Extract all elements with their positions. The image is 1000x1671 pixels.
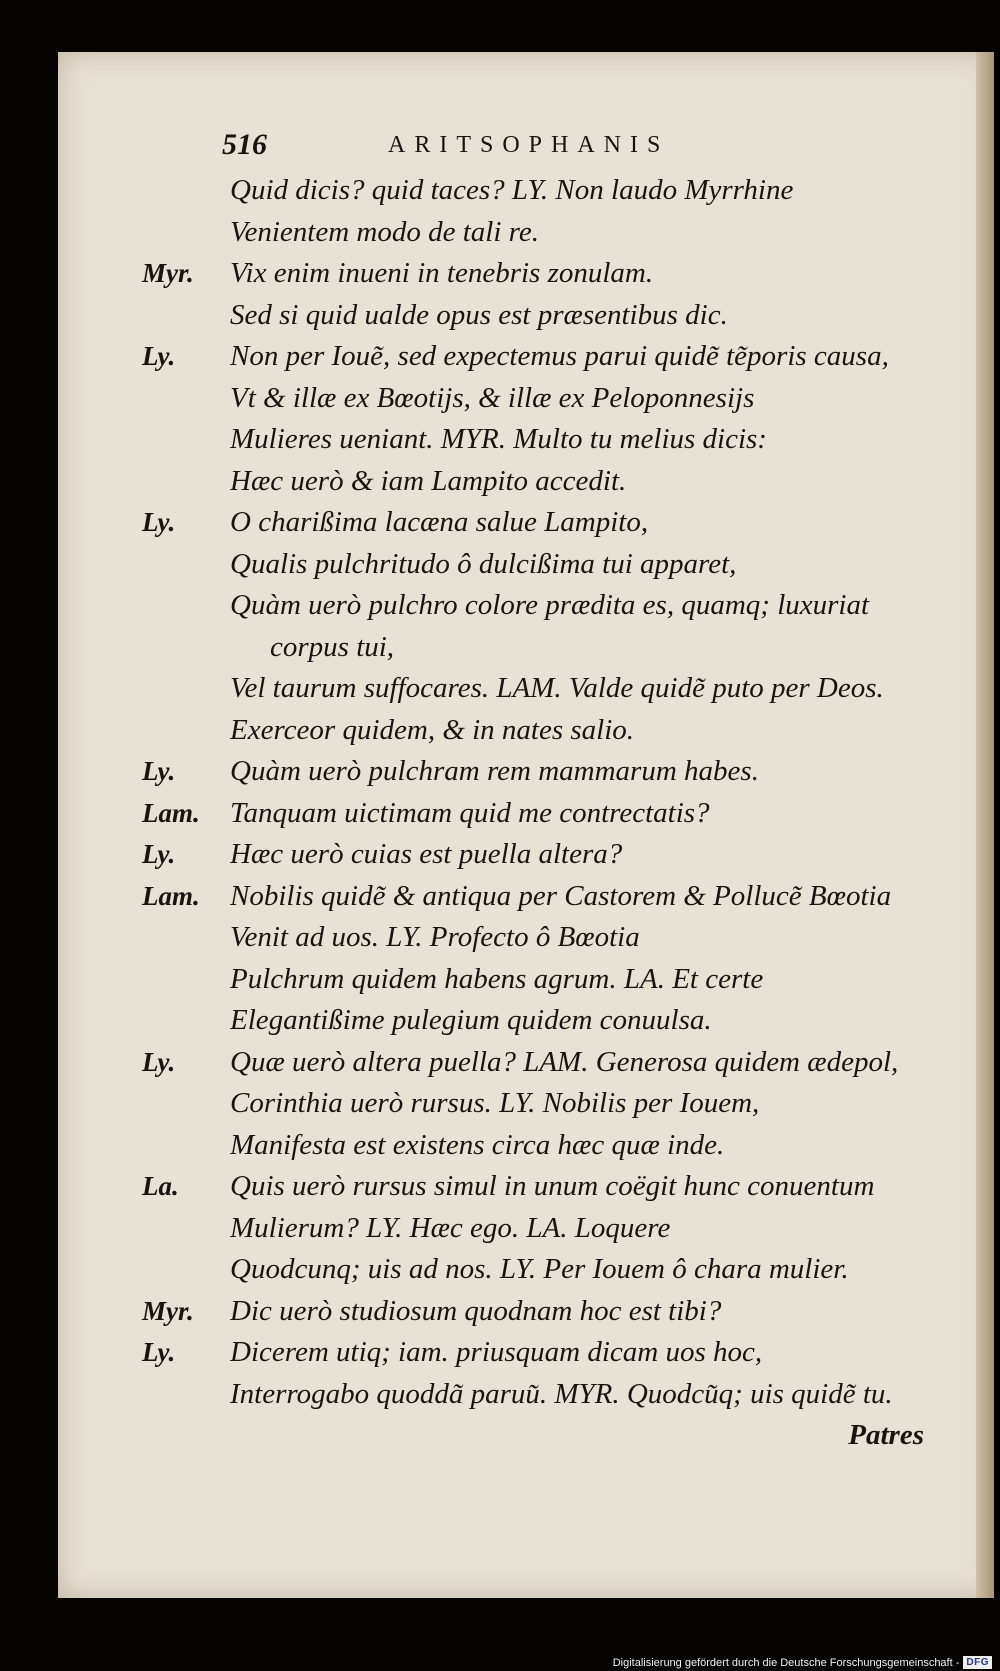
- verse-line: [58, 378, 994, 420]
- verse-text: Mulieres ueniant. MYR. Multo tu melius dicis:: [230, 423, 767, 455]
- verse-text: Dicerem utiq; iam. priusquam dicam uos hoc,: [230, 1336, 763, 1368]
- verse-line: [58, 253, 994, 295]
- verse-line: [58, 1000, 994, 1042]
- verse-text: Mulierum? LY. Hæc ego. LA. Loquere: [230, 1211, 671, 1244]
- speaker-label: Ly.: [142, 1046, 176, 1077]
- verse-line: [58, 295, 994, 337]
- verse-line: [58, 876, 994, 918]
- verse-line: [58, 959, 994, 1001]
- verse-text: corpus tui,: [270, 630, 395, 663]
- verse-line: [58, 793, 994, 835]
- verse-line: [58, 461, 994, 503]
- verse-line: [58, 751, 994, 793]
- speaker-label: Myr.: [142, 258, 194, 288]
- speaker-label: Ly.: [142, 341, 176, 371]
- verse-text: Hæc uerò cuias est puella altera?: [230, 838, 623, 870]
- verse-line: [58, 834, 994, 876]
- verse-text: Elegantißime pulegium quidem conuulsa.: [230, 1004, 712, 1036]
- verse-text: Vix enim inueni in tenebris zonulam.: [230, 257, 654, 289]
- verse-text: O charißima lacæna salue Lampito,: [230, 506, 649, 538]
- verse-line: [58, 212, 994, 254]
- verse-text: Quis uerò rursus simul in unum coëgit hunc conuentum: [230, 1170, 875, 1202]
- verse-text: Nobilis quide͂ & antiqua per Castorem & Polluce͂ Bœotia: [230, 879, 892, 912]
- verse-text: Venientem modo de tali re.: [230, 215, 539, 248]
- verse-text: Hæc uerò & iam Lampito accedit.: [230, 464, 627, 497]
- verse-text: Quàm uerò pulchram rem mammarum habes.: [230, 755, 759, 787]
- verse-line: [58, 585, 994, 627]
- speaker-label: Ly.: [142, 1337, 176, 1367]
- verse-line: [58, 544, 994, 586]
- page-header: [58, 128, 994, 168]
- verse-text: Interrogabo quodda͂ paruu͂. MYR. Quodcu͂q; uis quide͂ tu.: [230, 1377, 893, 1410]
- verse-line: [58, 336, 994, 378]
- verse-line: [58, 627, 994, 669]
- verse-line: [58, 1374, 994, 1416]
- speaker-label: Lam.: [142, 880, 200, 911]
- verse-text: Qualis pulchritudo ô dulcißima tui apparet,: [230, 547, 737, 580]
- verse-text: Quæ uerò altera puella? LAM. Generosa quidem ædepol,: [230, 1045, 899, 1078]
- verse-line: [58, 710, 994, 752]
- catchword: Patres: [848, 1419, 924, 1451]
- credit-text: Digitalisierung gefördert durch die Deutsche Forschungsgemeinschaft -: [612, 1656, 960, 1669]
- verse-text: Dic uerò studiosum quodnam hoc est tibi?: [230, 1294, 722, 1327]
- verse-line: [58, 1291, 994, 1333]
- verse-text: Quid dicis? quid taces? LY. Non laudo Myrrhine: [230, 174, 794, 206]
- verse-text: Quodcunq; uis ad nos. LY. Per Iouem ô chara mulier.: [230, 1253, 849, 1285]
- verse-text: Vel taurum suffocares. LAM. Valde quide͂ puto per Deos.: [230, 672, 884, 704]
- verse-text: Vt & illæ ex Bœotijs, & illæ ex Peloponnesijs: [230, 381, 755, 414]
- speaker-label: Myr.: [142, 1295, 194, 1326]
- verse-text: Corinthia uerò rursus. LY. Nobilis per Iouem,: [230, 1087, 760, 1119]
- verse-line: [58, 502, 994, 544]
- verse-line: [58, 1249, 994, 1291]
- speaker-label: La.: [142, 1171, 179, 1201]
- book-page: [58, 52, 994, 1598]
- page-number: 516: [222, 128, 267, 161]
- verse-text: Sed si quid ualde opus est præsentibus dic.: [230, 298, 728, 331]
- verse-text: Manifesta est existens circa hæc quæ inde.: [230, 1128, 725, 1161]
- verse-line: [58, 917, 994, 959]
- dfg-logo: DFG: [963, 1656, 992, 1669]
- verse-line: [58, 1042, 994, 1084]
- verse-text: Venit ad uos. LY. Profecto ô Bœotia: [230, 921, 640, 953]
- speaker-label: Ly.: [142, 839, 176, 869]
- speaker-label: Lam.: [142, 797, 200, 828]
- verse-text: Non per Ioue͂, sed expectemus parui quide͂ te͂poris causa,: [230, 340, 889, 372]
- verse-text: Tanquam uictimam quid me contrectatis?: [230, 796, 710, 829]
- verse-text: Exerceor quidem, & in nates salio.: [230, 713, 635, 746]
- verse-line: [58, 1166, 994, 1208]
- speaker-label: Ly.: [142, 507, 176, 537]
- verse-line: [58, 1125, 994, 1167]
- verse-text: Pulchrum quidem habens agrum. LA. Et certe: [230, 962, 764, 995]
- digitization-credit: [613, 1656, 992, 1669]
- text-block: [58, 170, 994, 1470]
- verse-line: [58, 1083, 994, 1125]
- speaker-label: Ly.: [142, 756, 176, 786]
- verse-text: Quàm uerò pulchro colore prædita es, quamq; luxuriat: [230, 589, 870, 621]
- verse-line: [58, 668, 994, 710]
- verse-line: [58, 419, 994, 461]
- running-title: ARITSOPHANIS: [388, 132, 670, 158]
- verse-line: [58, 1332, 994, 1374]
- verse-line: [58, 1208, 994, 1250]
- verse-line: [58, 170, 994, 212]
- verse-line: [58, 1415, 994, 1457]
